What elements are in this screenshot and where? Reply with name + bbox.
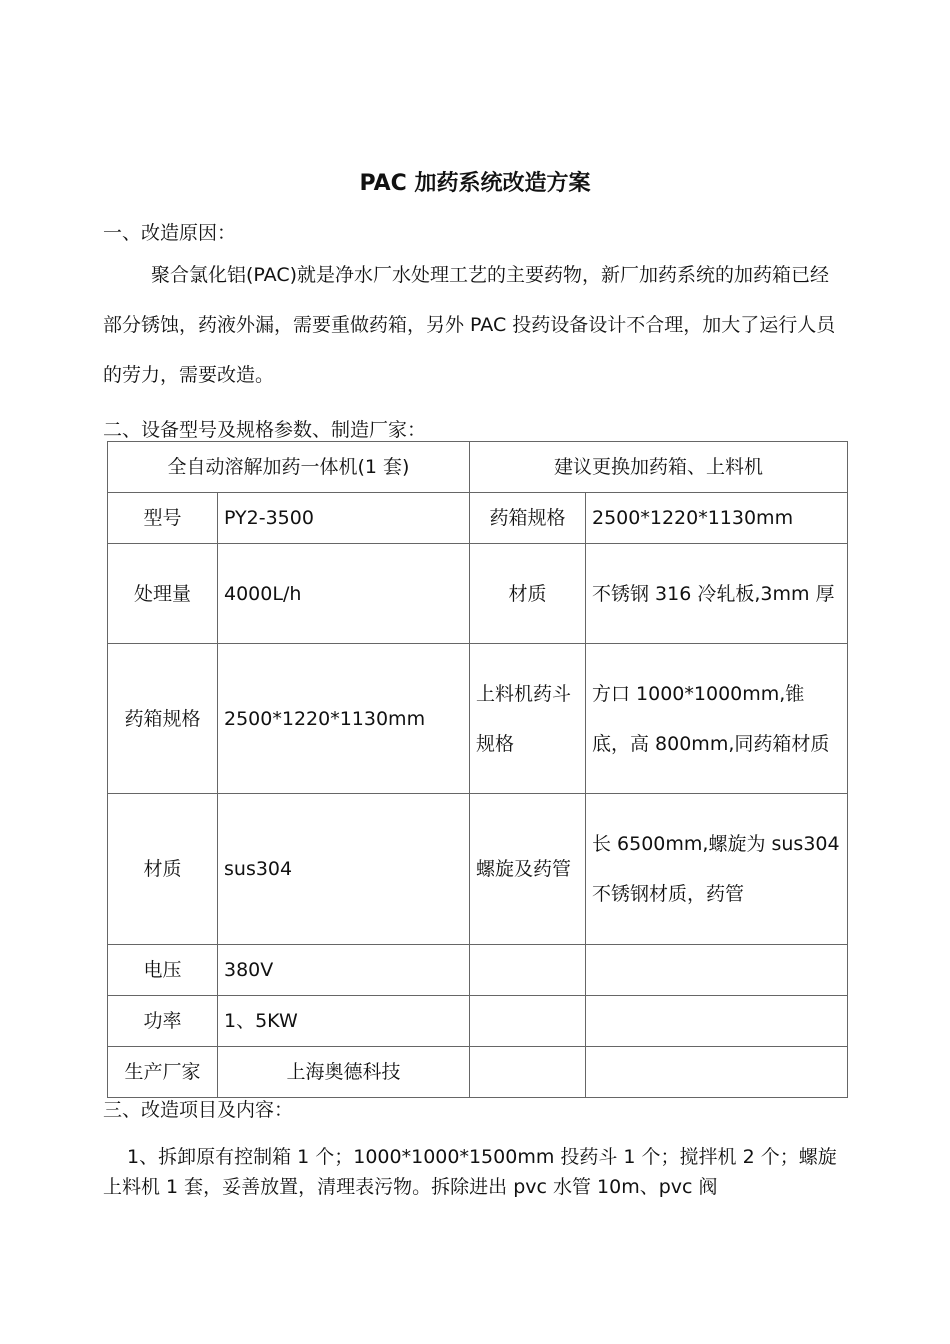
row-right-label: 螺旋及药管 — [470, 794, 586, 945]
section1-paragraph-text: 聚合氯化铝(PAC)就是净水厂水处理工艺的主要药物，新厂加药系统的加药箱已经部分锈蚀，药液外漏，需要重做药箱，另外 PAC 投药设备设计不合理，加大了运行人员的劳力，需要改造。 — [103, 264, 836, 386]
row-value: sus304 — [218, 794, 470, 945]
row-label: 药箱规格 — [108, 644, 218, 794]
table-row — [108, 544, 848, 644]
row-right-label — [470, 996, 586, 1047]
row-value: 1、5KW — [218, 996, 470, 1047]
row-right-label — [470, 1047, 586, 1098]
right-group-header: 建议更换加药箱、上料机 — [470, 442, 848, 493]
row-value: 2500*1220*1130mm — [218, 644, 470, 794]
table-header-row — [108, 442, 848, 493]
table-row — [108, 996, 848, 1047]
document-title: PAC 加药系统改造方案 — [359, 171, 591, 196]
row-right-value — [586, 996, 848, 1047]
row-right-value: 2500*1220*1130mm — [586, 493, 848, 544]
row-right-label: 药箱规格 — [470, 493, 586, 544]
section3-paragraph-text: 1、拆卸原有控制箱 1 个；1000*1000*1500mm 投药斗 1 个；搅拌机 2 个；螺旋上料机 1 套，妥善放置，清理表污物。拆除进出 pvc 水管 10m、pvc 阀 — [103, 1146, 837, 1198]
section1-paragraph — [103, 250, 843, 400]
section3-paragraph — [103, 1142, 843, 1202]
row-label: 材质 — [108, 794, 218, 945]
table-row — [108, 644, 848, 794]
row-value: 上海奥德科技 — [218, 1047, 470, 1098]
row-right-label: 材质 — [470, 544, 586, 644]
row-right-label: 上料机药斗规格 — [470, 644, 586, 794]
row-right-value — [586, 945, 848, 996]
row-label: 电压 — [108, 945, 218, 996]
row-value: 380V — [218, 945, 470, 996]
row-right-value: 不锈钢 316 冷轧板,3mm 厚 — [586, 544, 848, 644]
row-label: 生产厂家 — [108, 1047, 218, 1098]
row-right-value — [586, 1047, 848, 1098]
left-group-header: 全自动溶解加药一体机(1 套) — [108, 442, 470, 493]
row-right-value: 方口 1000*1000mm,锥底，高 800mm,同药箱材质 — [586, 644, 848, 794]
row-right-label — [470, 945, 586, 996]
row-label: 功率 — [108, 996, 218, 1047]
table-row — [108, 794, 848, 945]
row-value: 4000L/h — [218, 544, 470, 644]
row-label: 处理量 — [108, 544, 218, 644]
row-value: PY2-3500 — [218, 493, 470, 544]
section3-heading: 三、改造项目及内容： — [103, 1099, 294, 1121]
row-label: 型号 — [108, 493, 218, 544]
section1-heading: 一、改造原因： — [103, 222, 237, 244]
section2-heading: 二、设备型号及规格参数、制造厂家： — [103, 419, 427, 441]
table-row — [108, 493, 848, 544]
spec-table — [107, 441, 848, 1098]
table-row — [108, 945, 848, 996]
row-right-value: 长 6500mm,螺旋为 sus304 不锈钢材质，药管 — [586, 794, 848, 945]
table-row — [108, 1047, 848, 1098]
